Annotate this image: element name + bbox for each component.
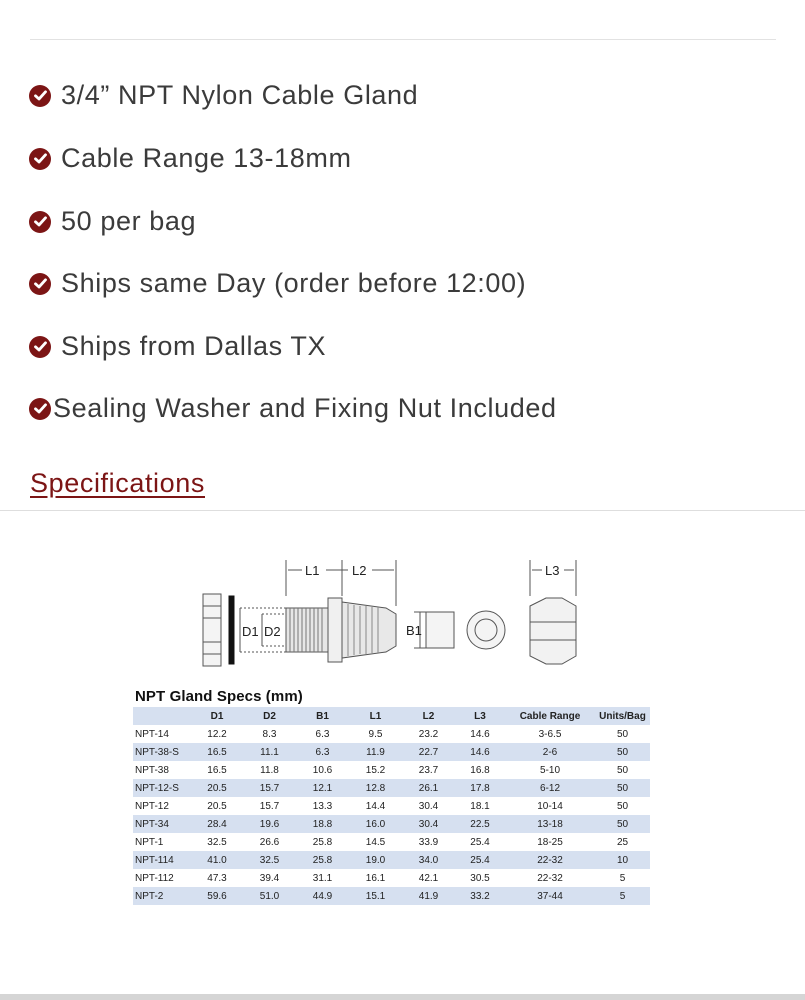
value-cell: 13-18 (505, 815, 595, 833)
value-cell: 14.6 (455, 725, 505, 743)
value-cell: 51.0 (243, 887, 296, 905)
value-cell: 23.2 (402, 725, 455, 743)
model-cell: NPT-114 (133, 851, 191, 869)
seal-ring-shape (467, 611, 505, 649)
value-cell: 6-12 (505, 779, 595, 797)
table-row (133, 725, 650, 743)
feature-item (29, 206, 196, 237)
value-cell: 18-25 (505, 833, 595, 851)
label-l1: L1 (305, 563, 320, 578)
fixing-nut-shape (203, 594, 221, 666)
table-row (133, 815, 650, 833)
feature-item (29, 393, 557, 424)
bottom-bar (0, 994, 805, 1000)
spec-table (133, 707, 650, 905)
value-cell: 18.1 (455, 797, 505, 815)
value-cell: 22-32 (505, 869, 595, 887)
table-row (133, 761, 650, 779)
check-circle-icon (29, 273, 51, 295)
model-cell: NPT-14 (133, 725, 191, 743)
value-cell: 9.5 (349, 725, 402, 743)
value-cell: 12.1 (296, 779, 349, 797)
value-cell: 50 (595, 779, 650, 797)
model-cell: NPT-38-S (133, 743, 191, 761)
gland-dimension-diagram (190, 556, 590, 676)
body-flange-shape (328, 598, 342, 662)
value-cell: 42.1 (402, 869, 455, 887)
table-row (133, 779, 650, 797)
value-cell: 23.7 (402, 761, 455, 779)
label-l2: L2 (352, 563, 367, 578)
cap-nut-shape (530, 598, 576, 664)
check-circle-icon (29, 148, 51, 170)
feature-item (29, 331, 326, 362)
value-cell: 6.3 (296, 743, 349, 761)
model-cell: NPT-1 (133, 833, 191, 851)
column-header: B1 (296, 707, 349, 725)
model-cell: NPT-12-S (133, 779, 191, 797)
feature-text: Ships from Dallas TX (61, 331, 327, 361)
value-cell: 22.5 (455, 815, 505, 833)
value-cell: 44.9 (296, 887, 349, 905)
value-cell: 14.5 (349, 833, 402, 851)
column-header (133, 707, 191, 725)
value-cell: 20.5 (191, 779, 243, 797)
value-cell: 14.6 (455, 743, 505, 761)
value-cell: 26.6 (243, 833, 296, 851)
value-cell: 33.9 (402, 833, 455, 851)
value-cell: 12.8 (349, 779, 402, 797)
value-cell: 59.6 (191, 887, 243, 905)
feature-item (29, 143, 352, 174)
value-cell: 25 (595, 833, 650, 851)
value-cell: 41.0 (191, 851, 243, 869)
value-cell: 50 (595, 815, 650, 833)
column-header: Units/Bag (595, 707, 650, 725)
value-cell: 16.8 (455, 761, 505, 779)
value-cell: 50 (595, 743, 650, 761)
value-cell: 25.8 (296, 833, 349, 851)
model-cell: NPT-34 (133, 815, 191, 833)
value-cell: 25.4 (455, 851, 505, 869)
value-cell: 3-6.5 (505, 725, 595, 743)
value-cell: 11.9 (349, 743, 402, 761)
value-cell: 41.9 (402, 887, 455, 905)
dome-cap-shape (342, 602, 396, 658)
value-cell: 5-10 (505, 761, 595, 779)
value-cell: 30.4 (402, 815, 455, 833)
feature-text: Cable Range 13-18mm (61, 143, 352, 173)
feature-text: Ships same Day (order before 12:00) (61, 268, 527, 298)
value-cell: 30.4 (402, 797, 455, 815)
column-header: D2 (243, 707, 296, 725)
model-cell: NPT-12 (133, 797, 191, 815)
column-header: L1 (349, 707, 402, 725)
value-cell: 5 (595, 887, 650, 905)
specifications-link[interactable]: Specifications (30, 468, 205, 498)
label-d2: D2 (264, 624, 281, 639)
value-cell: 14.4 (349, 797, 402, 815)
table-row (133, 869, 650, 887)
value-cell: 6.3 (296, 725, 349, 743)
value-cell: 28.4 (191, 815, 243, 833)
value-cell: 32.5 (191, 833, 243, 851)
value-cell: 34.0 (402, 851, 455, 869)
value-cell: 16.5 (191, 761, 243, 779)
check-circle-icon (29, 398, 51, 420)
label-b1: B1 (406, 623, 422, 638)
value-cell: 30.5 (455, 869, 505, 887)
value-cell: 2-6 (505, 743, 595, 761)
value-cell: 31.1 (296, 869, 349, 887)
check-circle-icon (29, 336, 51, 358)
value-cell: 26.1 (402, 779, 455, 797)
seal-insert-shape (426, 612, 454, 648)
value-cell: 50 (595, 725, 650, 743)
value-cell: 25.8 (296, 851, 349, 869)
table-row (133, 851, 650, 869)
check-circle-icon (29, 211, 51, 233)
feature-item (29, 80, 418, 111)
value-cell: 22.7 (402, 743, 455, 761)
value-cell: 15.7 (243, 779, 296, 797)
table-header-row (133, 707, 650, 725)
model-cell: NPT-2 (133, 887, 191, 905)
value-cell: 50 (595, 761, 650, 779)
value-cell: 13.3 (296, 797, 349, 815)
value-cell: 15.1 (349, 887, 402, 905)
top-divider (30, 39, 776, 40)
column-header: L3 (455, 707, 505, 725)
value-cell: 19.6 (243, 815, 296, 833)
value-cell: 16.0 (349, 815, 402, 833)
value-cell: 17.8 (455, 779, 505, 797)
label-l3: L3 (545, 563, 560, 578)
value-cell: 22-32 (505, 851, 595, 869)
column-header: Cable Range (505, 707, 595, 725)
table-row (133, 833, 650, 851)
value-cell: 15.2 (349, 761, 402, 779)
value-cell: 19.0 (349, 851, 402, 869)
model-cell: NPT-112 (133, 869, 191, 887)
value-cell: 10.6 (296, 761, 349, 779)
value-cell: 20.5 (191, 797, 243, 815)
value-cell: 47.3 (191, 869, 243, 887)
value-cell: 32.5 (243, 851, 296, 869)
check-circle-icon (29, 85, 51, 107)
value-cell: 11.8 (243, 761, 296, 779)
value-cell: 11.1 (243, 743, 296, 761)
section-divider (0, 510, 805, 511)
value-cell: 50 (595, 797, 650, 815)
value-cell: 10 (595, 851, 650, 869)
value-cell: 8.3 (243, 725, 296, 743)
value-cell: 33.2 (455, 887, 505, 905)
value-cell: 12.2 (191, 725, 243, 743)
value-cell: 37-44 (505, 887, 595, 905)
value-cell: 5 (595, 869, 650, 887)
value-cell: 18.8 (296, 815, 349, 833)
value-cell: 15.7 (243, 797, 296, 815)
label-d1: D1 (242, 624, 259, 639)
spec-table-section (133, 688, 653, 905)
feature-text: Sealing Washer and Fixing Nut Included (53, 393, 557, 423)
value-cell: 16.5 (191, 743, 243, 761)
value-cell: 39.4 (243, 869, 296, 887)
value-cell: 25.4 (455, 833, 505, 851)
table-title: NPT Gland Specs (mm) (135, 688, 303, 705)
feature-text: 3/4” NPT Nylon Cable Gland (61, 80, 419, 110)
feature-text: 50 per bag (61, 206, 197, 236)
sealing-washer-shape (229, 596, 234, 664)
column-header: L2 (402, 707, 455, 725)
value-cell: 10-14 (505, 797, 595, 815)
feature-item (29, 268, 526, 299)
table-row (133, 887, 650, 905)
value-cell: 16.1 (349, 869, 402, 887)
table-row (133, 797, 650, 815)
table-row (133, 743, 650, 761)
model-cell: NPT-38 (133, 761, 191, 779)
column-header: D1 (191, 707, 243, 725)
